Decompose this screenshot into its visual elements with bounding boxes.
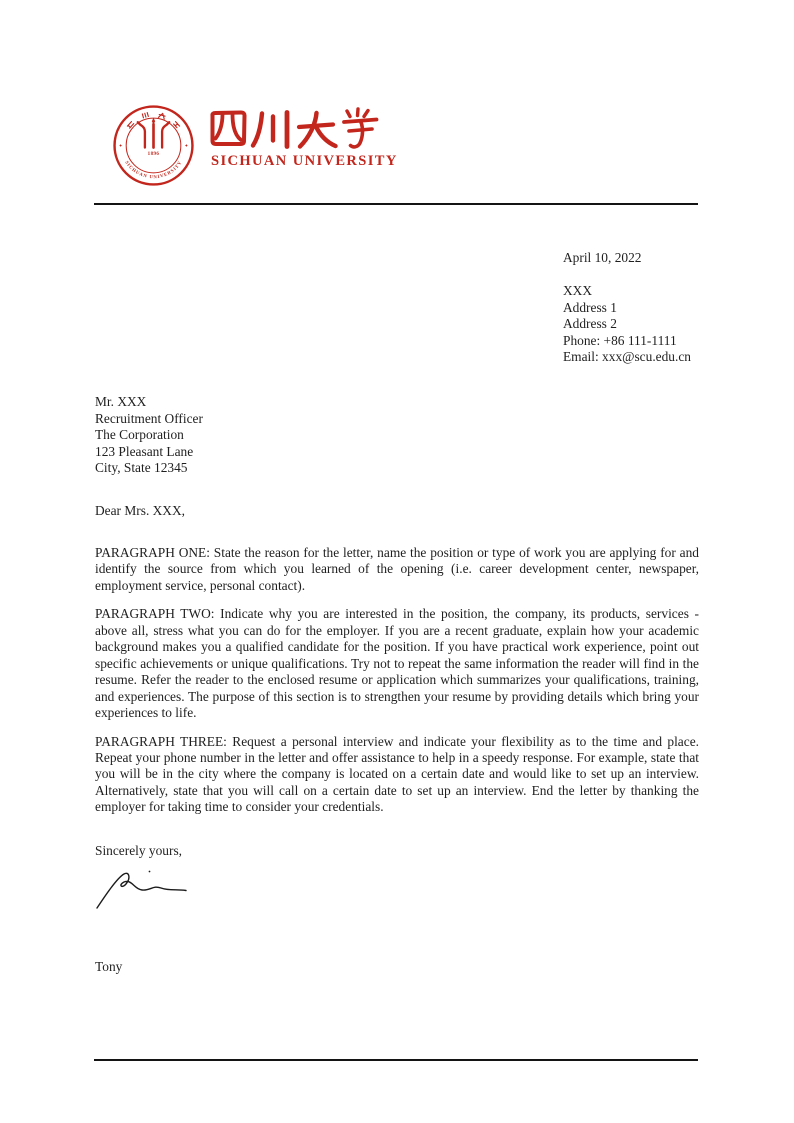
sender-address-block bbox=[563, 283, 691, 366]
closing-phrase: Sincerely yours, bbox=[95, 843, 183, 858]
sender-email: Email: xxx@scu.edu.cn bbox=[563, 349, 691, 365]
paragraph-one: PARAGRAPH ONE: State the reason for the letter, name the position or type of work you are applying for and identify the source from which you learned of the opening (i.e. career development center, newspaper, employment service, personal contact). bbox=[95, 545, 699, 593]
letterhead bbox=[0, 0, 794, 204]
seal-year: 1896 bbox=[147, 151, 160, 158]
university-name-english: SICHUAN UNIVERSITY bbox=[211, 153, 398, 169]
recipient-name: Mr. XXX bbox=[95, 394, 147, 409]
letter-date: April 10, 2022 bbox=[563, 250, 642, 265]
footer-rule bbox=[94, 1059, 698, 1061]
paragraph-three: PARAGRAPH THREE: Request a personal interview and indicate your flexibility as to the time and place. Repeat your phone number in the letter and offer assistance to help in a speedy response. For example, state that you will be in the city where the company is located on a certain date and would like to set up an interview. Alternatively, state that you will call on a certain date to set up an interview. End the letter by thanking the employer for taking time to consider your credentials. bbox=[95, 733, 699, 815]
header-rule bbox=[94, 203, 698, 205]
signer-name: Tony bbox=[95, 959, 123, 974]
seal-left-star-icon bbox=[119, 144, 122, 147]
sender-name: XXX bbox=[563, 283, 593, 298]
seal-right-star-icon bbox=[185, 144, 188, 147]
paragraph-two: PARAGRAPH TWO: Indicate why you are interested in the position, the company, its products, services - above all, stress what you can do for the employer. If you are a recent graduate, explain how your academic background makes you a qualified candidate for the position. If you have practical work experience, point out specific achievements or unique qualifications. Try not to repeat the same information the reader will find in the resume. Refer the reader to the enclosed resume or application which summarizes your qualifications, training, and experiences. The purpose of this section is to strengthen your resume by providing details which bring your experiences to life. bbox=[95, 606, 699, 721]
recipient-address-block bbox=[95, 394, 203, 477]
signature-icon bbox=[93, 858, 193, 913]
sender-address-2: Address 2 bbox=[563, 316, 617, 332]
seal-university-name: SICHUAN UNIVERSITY bbox=[123, 160, 184, 181]
recipient-title: Recruitment Officer bbox=[95, 410, 203, 426]
salutation: Dear Mrs. XXX, bbox=[95, 503, 185, 518]
university-seal-icon bbox=[111, 103, 196, 188]
recipient-city: City, State 12345 bbox=[95, 460, 188, 476]
seal-pagoda-icon bbox=[138, 118, 169, 148]
letter-body bbox=[95, 545, 699, 828]
recipient-company: The Corporation bbox=[95, 427, 184, 443]
university-name-chinese-icon bbox=[209, 106, 379, 153]
sender-address-1: Address 1 bbox=[563, 299, 617, 315]
recipient-street: 123 Pleasant Lane bbox=[95, 443, 194, 459]
sender-phone: Phone: +86 111-1111 bbox=[563, 332, 677, 348]
